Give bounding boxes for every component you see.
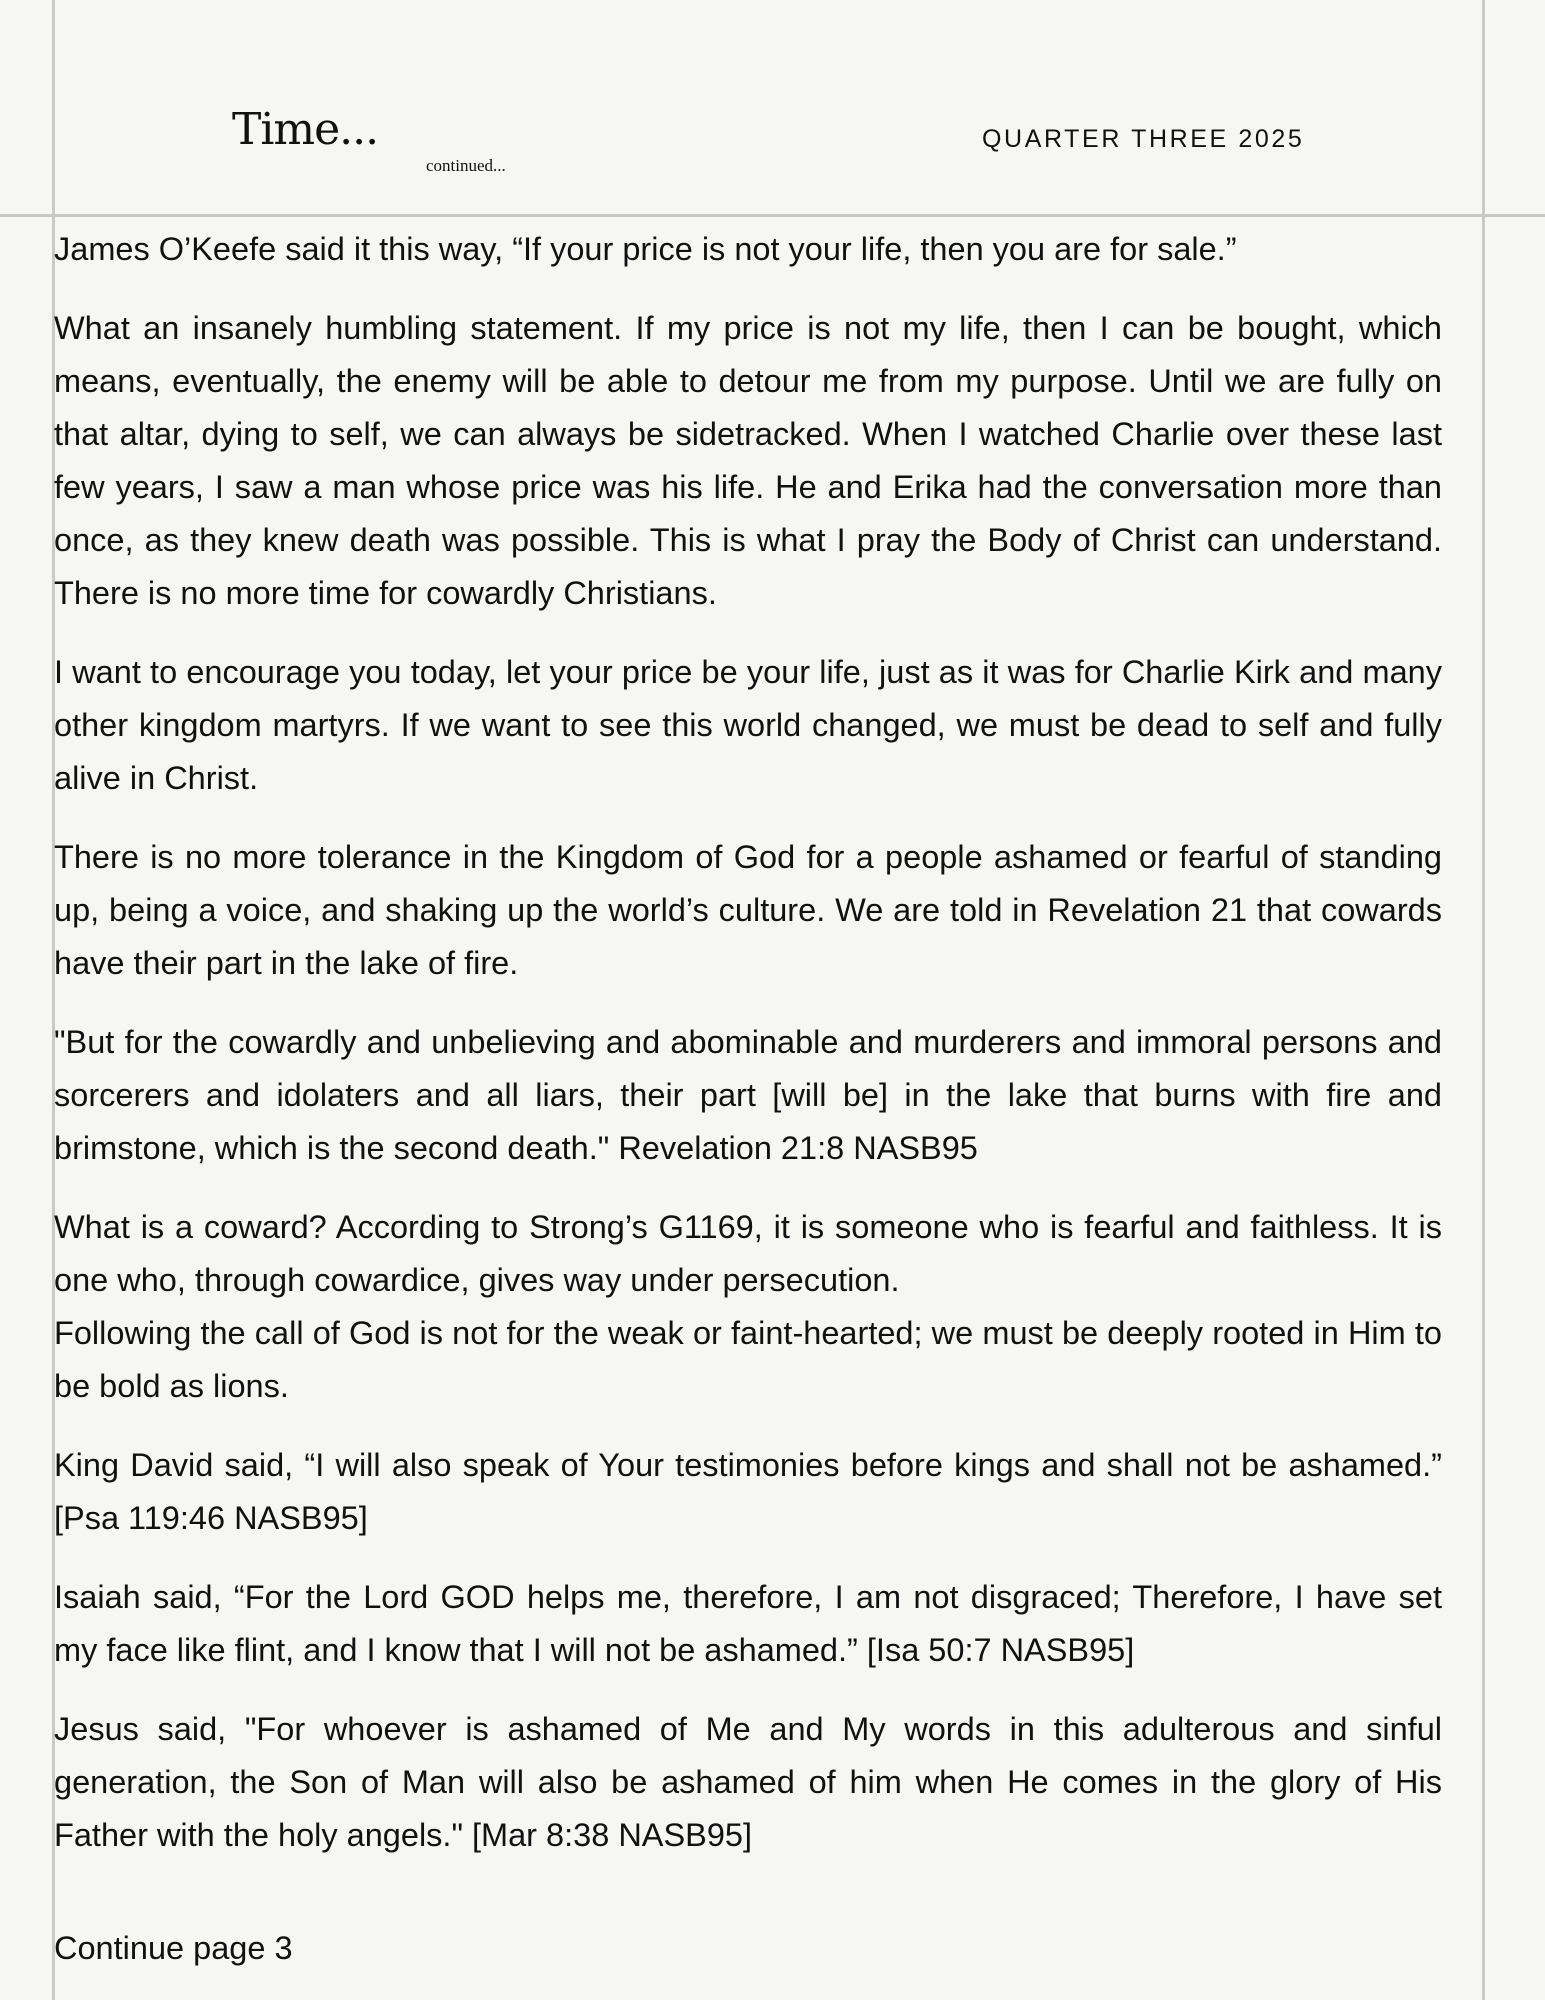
paragraph-coward-definition: What is a coward? According to Strong’s G1169, it is someone who is fearful and faithless. It is one who, through cowardice, gives way under persecution. [54,1209,1442,1298]
paragraph-quote-okeefe: James O’Keefe said it this way, “If your price is not your life, then you are for sale.” [54,231,1237,267]
paragraph-jesus: Jesus said, "For whoever is ashamed of Me and My words in this adulterous and sinful generation, the Son of Man will also be ashamed of him when He comes in the glory of His Father with the holy angels." [Mar 8:38 NASB95] [54,1711,1442,1853]
header-divider [0,214,1545,217]
paragraph-encouragement: I want to encourage you today, let your price be your life, just as it was for Charlie Kirk and many other kingdom martyrs. If we want to see this world changed, we must be dead to self and fully alive in Christ. [54,654,1442,796]
page-subtitle: continued... [426,156,506,175]
page-title: Time... [232,104,379,155]
paragraph-humbling-statement: What an insanely humbling statement. If my price is not my life, then I can be bought, which means, eventually, the enemy will be able to detour me from my purpose. Until we are fully on that altar, dying to self, we can always be sidetracked. When I watched Charlie over these last few years, I saw a man whose price was his life. He and Erika had the conversation more than once, as they knew death was possible. This is what I pray the Body of Christ can understand. There is no more time for cowardly Christians. [54,310,1442,611]
right-margin-rule [1482,0,1485,2000]
paragraph-no-tolerance: There is no more tolerance in the Kingdom of God for a people ashamed or fearful of standing up, being a voice, and shaking up the world’s culture. We are told in Revelation 21 that cowards have their part in the lake of fire. [54,839,1442,981]
continue-page-link: Continue page 3 [54,1930,293,1966]
paragraph-call-of-god: Following the call of God is not for the weak or faint-hearted; we must be deeply rooted in Him to be bold as lions. [54,1315,1442,1404]
paragraph-revelation-verse: "But for the cowardly and unbelieving and abominable and murderers and immoral persons and sorcerers and idolaters and all liars, their part [will be] in the lake that burns with fire and brimstone, which is the second death." Revelation 21:8 NASB95 [54,1024,1442,1166]
quarter-label: QUARTER THREE 2025 [982,125,1305,153]
paragraph-king-david: King David said, “I will also speak of Your testimonies before kings and shall not be ashamed.” [Psa 119:46 NASB95] [54,1447,1442,1536]
article-body [54,223,1442,1888]
paragraph-isaiah: Isaiah said, “For the Lord GOD helps me, therefore, I am not disgraced; Therefore, I have set my face like flint, and I know that I will not be ashamed.” [Isa 50:7 NASB95] [54,1579,1442,1668]
